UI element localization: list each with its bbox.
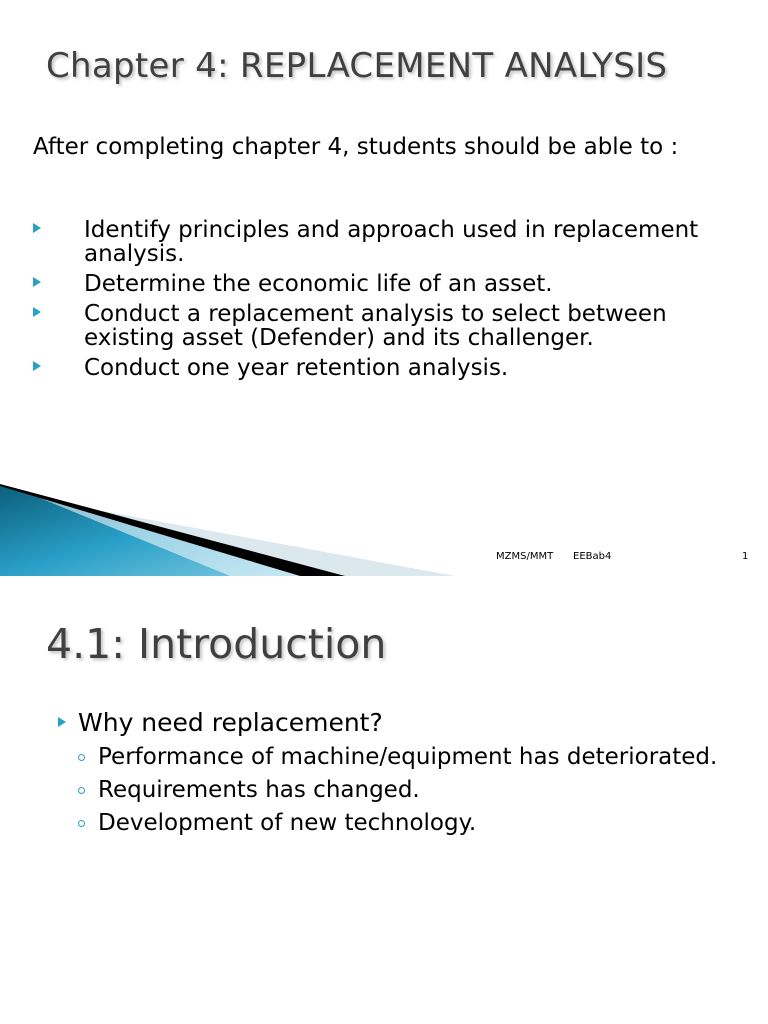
list-item (33, 272, 743, 296)
list-item-text: Conduct one year retention analysis. (84, 355, 509, 381)
list-item (58, 707, 748, 838)
circle-bullet-icon (78, 820, 85, 827)
reasons-list (78, 743, 748, 838)
triangle-bullet-icon (33, 307, 41, 317)
list-item-text: Conduct a replacement analysis to select between existing asset (Defender) and its challenger. (84, 301, 667, 351)
list-item-text: Requirements has changed. (98, 777, 420, 803)
circle-bullet-icon (78, 787, 85, 794)
list-item-text: Development of new technology. (98, 810, 477, 836)
list-item-text: Performance of machine/equipment has deteriorated. (98, 744, 718, 770)
slide-title: Chapter 4: REPLACEMENT ANALYSIS (46, 46, 668, 86)
list-item (78, 743, 748, 772)
slide-title: 4.1: Introduction (46, 620, 387, 668)
decorative-swoosh (0, 470, 768, 576)
triangle-bullet-icon (33, 223, 41, 233)
intro-text: After completing chapter 4, students should be able to : (33, 134, 679, 160)
list-item (33, 302, 743, 350)
list-item (33, 356, 743, 380)
circle-bullet-icon (78, 754, 85, 761)
list-item (33, 218, 743, 266)
triangle-bullet-icon (58, 717, 66, 727)
page-number: 1 (742, 551, 749, 562)
list-item (78, 809, 748, 838)
footer-author: MZMS/MMT (496, 551, 554, 562)
list-item-text: Determine the economic life of an asset. (84, 271, 553, 297)
list-item-text: Identify principles and approach used in replacement analysis. (84, 217, 699, 267)
footer-code: EEBab4 (573, 551, 612, 562)
objectives-list (33, 218, 743, 386)
triangle-bullet-icon (33, 361, 41, 371)
list-item (78, 776, 748, 805)
triangle-bullet-icon (33, 277, 41, 287)
intro-list (58, 707, 748, 842)
section-heading: Why need replacement? (78, 708, 383, 737)
